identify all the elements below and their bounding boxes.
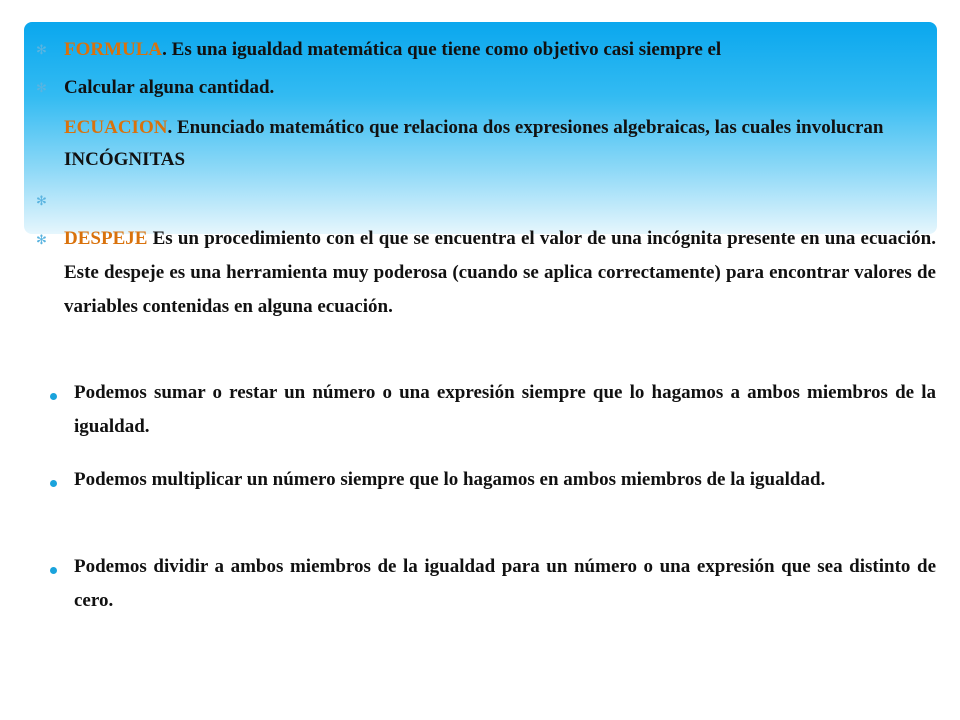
star-bullet-icon: ✻: [36, 233, 47, 248]
star-bullet-icon: ✻: [36, 81, 47, 96]
rule-item: Podemos sumar o restar un número o una expresión siempre que lo hagamos a ambos miembros de la igualdad.: [74, 382, 936, 437]
star-bullet-icon: ✻: [36, 43, 47, 58]
ecuacion-definition: [64, 112, 934, 176]
dot-bullet-icon: [50, 480, 57, 487]
formula-term: FORMULA: [64, 39, 163, 60]
despeje-definition: [64, 222, 936, 324]
star-bullet-icon: ✻: [36, 194, 47, 209]
rule-item: Podemos multiplicar un número siempre que lo hagamos en ambos miembros de la igualdad.: [74, 469, 826, 490]
despeje-definition-text: Es un procedimiento con el que se encuentra el valor de una incógnita presente en una ecuación. Este despeje es una herramienta muy poderosa (cuando se aplica correctamente) para encontrar valores de variables contenidas en alguna ecuación.: [64, 228, 936, 317]
dot-bullet-icon: [50, 393, 57, 400]
formula-definition-text: . Es una igualdad matemática que tiene como objetivo casi siempre el: [162, 39, 722, 60]
despeje-term: DESPEJE: [64, 228, 148, 249]
dot-bullet-icon: [50, 567, 57, 574]
formula-definition: [64, 34, 944, 66]
ecuacion-term: ECUACION: [64, 117, 168, 138]
ecuacion-definition-text: . Enunciado matemático que relaciona dos expresiones algebraicas, las cuales involucran INCÓGNITAS: [64, 117, 884, 170]
formula-continuation: Calcular alguna cantidad.: [64, 77, 275, 98]
rule-item: Podemos dividir a ambos miembros de la igualdad para un número o una expresión que sea distinto de cero.: [74, 556, 936, 611]
